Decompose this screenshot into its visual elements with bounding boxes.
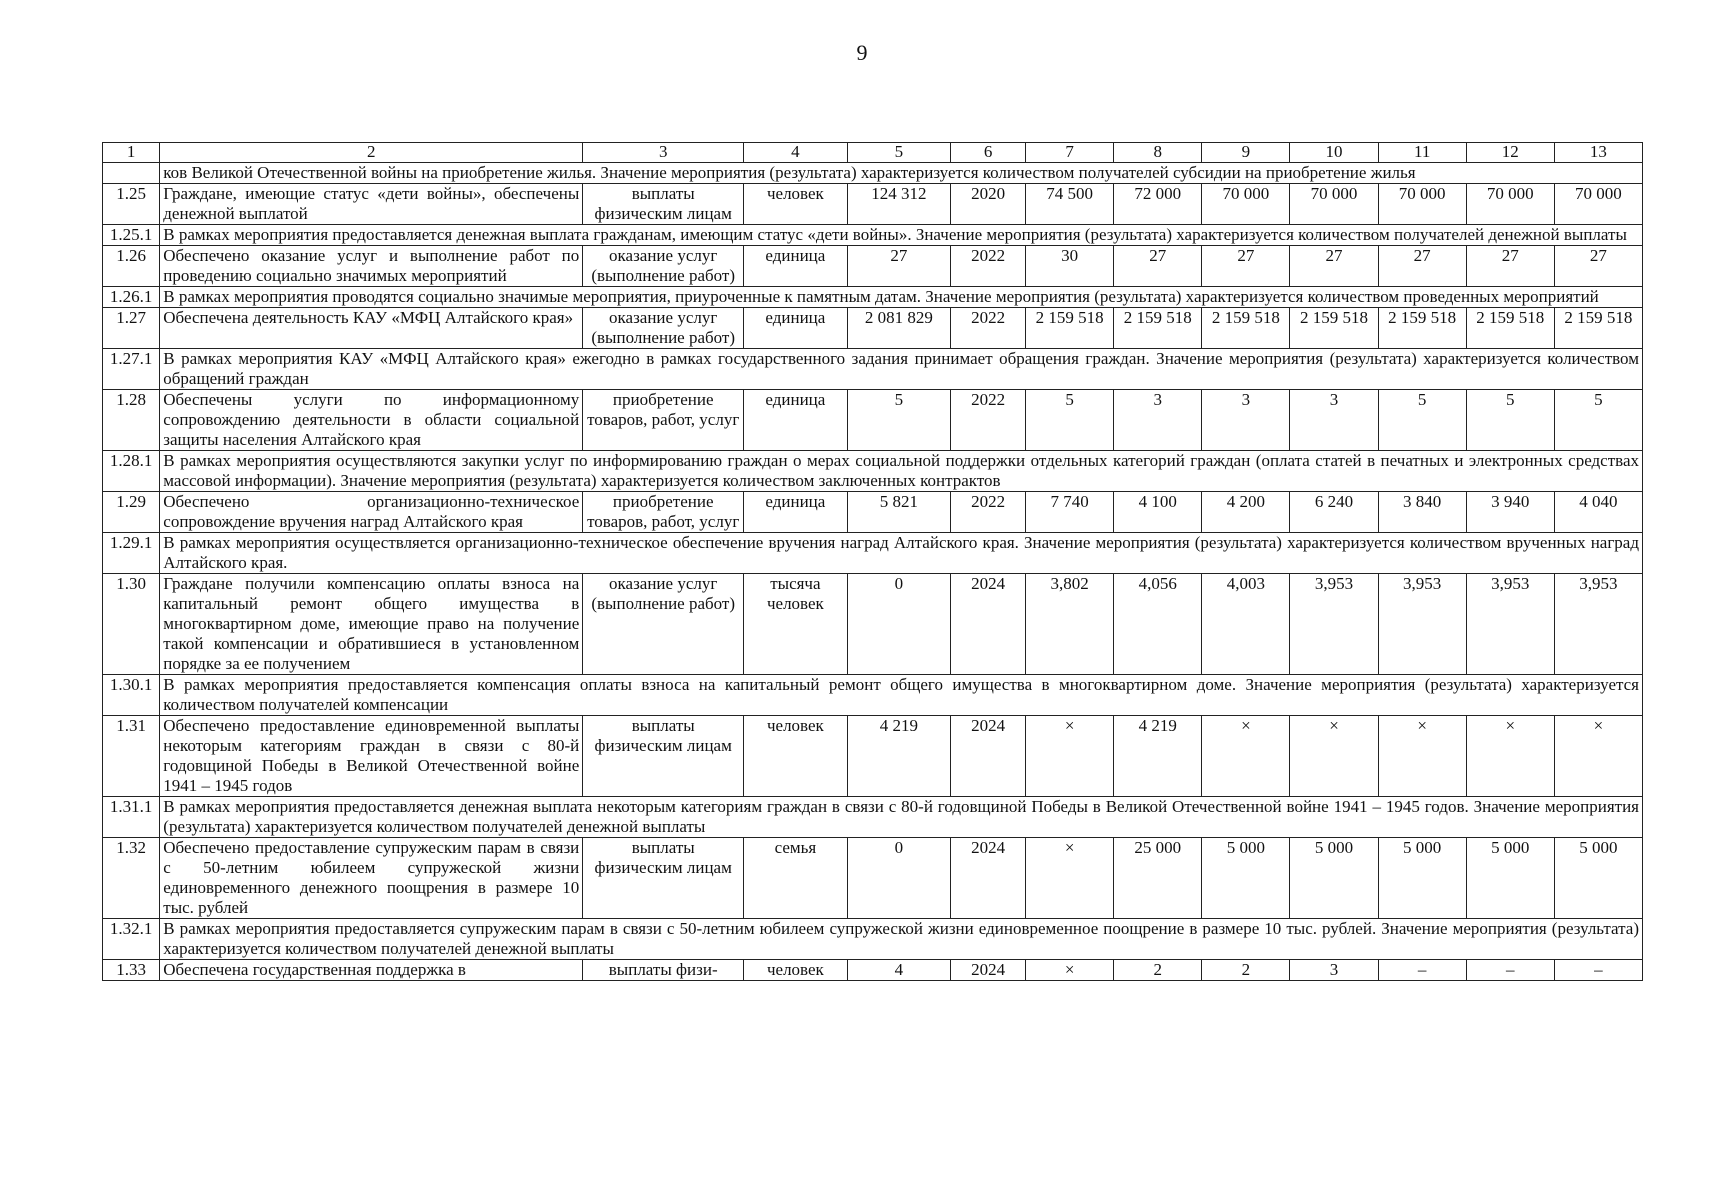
measure-name: Граждане получили компенсацию оплаты взноса на капитальный ремонт общего имущества в многоквартирном доме, имеющие право на получение такой компенсации и обратившиеся в установленном порядке за ее получением bbox=[160, 574, 583, 675]
description-row bbox=[103, 287, 1643, 308]
measure-row bbox=[103, 390, 1643, 451]
column-number-cell: 1 bbox=[103, 143, 160, 163]
year-value: 2 159 518 bbox=[1202, 308, 1290, 349]
year-value: 74 500 bbox=[1026, 184, 1114, 225]
measure-type: выплаты физи- bbox=[583, 960, 744, 981]
column-number-cell: 7 bbox=[1026, 143, 1114, 163]
year-value: 3 bbox=[1114, 390, 1202, 451]
measure-number: 1.25 bbox=[103, 184, 160, 225]
year-value: 2 159 518 bbox=[1378, 308, 1466, 349]
measure-number: 1.28 bbox=[103, 390, 160, 451]
description-text: В рамках мероприятия проводятся социально значимые мероприятия, приуроченные к памятным датам. Значение мероприятия (результата) характеризуется количеством проведенных мероприятий bbox=[160, 287, 1643, 308]
measure-number: 1.27 bbox=[103, 308, 160, 349]
measure-unit: человек bbox=[744, 184, 848, 225]
description-row bbox=[103, 919, 1643, 960]
description-text: В рамках мероприятия предоставляется супружеским парам в связи с 50-летним юбилеем супружеской жизни единовременное поощрение в размере 10 тыс. рублей. Значение мероприятия (результата) характеризуется количеством получателей денежной выплаты bbox=[160, 919, 1643, 960]
year-value: 2 bbox=[1202, 960, 1290, 981]
empty-cell bbox=[103, 163, 160, 184]
year-value: 3 bbox=[1202, 390, 1290, 451]
base-value: 5 821 bbox=[847, 492, 951, 533]
year-value: 5 000 bbox=[1202, 838, 1290, 919]
year-value: 5 000 bbox=[1378, 838, 1466, 919]
measure-type: приобретение товаров, работ, услуг bbox=[583, 390, 744, 451]
table-body bbox=[103, 143, 1643, 981]
description-number: 1.31.1 bbox=[103, 797, 160, 838]
description-text: В рамках мероприятия осуществляется организационно-техническое обеспечение вручения наград Алтайского края. Значение мероприятия (результата) характеризуется количеством врученных наград Алтайского края. bbox=[160, 533, 1643, 574]
measure-type: оказание услуг (выполнение работ) bbox=[583, 246, 744, 287]
measure-name: Обеспечено предоставление супружеским парам в связи с 50-летним юбилеем супружеской жизни единовременного денежного поощрения в размере 10 тыс. рублей bbox=[160, 838, 583, 919]
year-value: 4 219 bbox=[1114, 716, 1202, 797]
year-value: 27 bbox=[1466, 246, 1554, 287]
measure-unit: единица bbox=[744, 492, 848, 533]
year-value: 25 000 bbox=[1114, 838, 1202, 919]
description-number: 1.25.1 bbox=[103, 225, 160, 246]
year-value: × bbox=[1026, 838, 1114, 919]
measure-name: Обеспечено предоставление единовременной выплаты некоторым категориям граждан в связи с 80-й годовщиной Победы в Великой Отечественной войне 1941 – 1945 годов bbox=[160, 716, 583, 797]
year-value: × bbox=[1378, 716, 1466, 797]
base-value: 124 312 bbox=[847, 184, 951, 225]
measure-type: приобретение товаров, работ, услуг bbox=[583, 492, 744, 533]
year-value: 2 159 518 bbox=[1026, 308, 1114, 349]
measure-row bbox=[103, 308, 1643, 349]
measure-number: 1.32 bbox=[103, 838, 160, 919]
year-value: 72 000 bbox=[1114, 184, 1202, 225]
year-value: 27 bbox=[1378, 246, 1466, 287]
measure-row bbox=[103, 960, 1643, 981]
year-value: 2 bbox=[1114, 960, 1202, 981]
base-value: 0 bbox=[847, 838, 951, 919]
year-value: 70 000 bbox=[1466, 184, 1554, 225]
measure-unit: единица bbox=[744, 390, 848, 451]
year-value: 70 000 bbox=[1290, 184, 1378, 225]
description-number: 1.27.1 bbox=[103, 349, 160, 390]
year-value: 3,953 bbox=[1290, 574, 1378, 675]
year-value: 5 bbox=[1026, 390, 1114, 451]
year-value: – bbox=[1554, 960, 1642, 981]
description-number: 1.29.1 bbox=[103, 533, 160, 574]
description-number: 1.28.1 bbox=[103, 451, 160, 492]
year-value: 4,056 bbox=[1114, 574, 1202, 675]
column-number-cell: 4 bbox=[744, 143, 848, 163]
measure-unit: семья bbox=[744, 838, 848, 919]
description-text: В рамках мероприятия предоставляется денежная выплата некоторым категориям граждан в связи с 80-й годовщиной Победы в Великой Отечественной войне 1941 – 1945 годов. Значение мероприятия (результата) характеризуется количеством получателей денежной выплаты bbox=[160, 797, 1643, 838]
year-value: 3,802 bbox=[1026, 574, 1114, 675]
base-year: 2024 bbox=[951, 716, 1026, 797]
page-number: 9 bbox=[856, 40, 868, 65]
measure-unit: единица bbox=[744, 246, 848, 287]
description-row bbox=[103, 451, 1643, 492]
measure-type: оказание услуг (выполнение работ) bbox=[583, 308, 744, 349]
year-value: 3,953 bbox=[1554, 574, 1642, 675]
year-value: 2 159 518 bbox=[1114, 308, 1202, 349]
measure-row bbox=[103, 574, 1643, 675]
description-row bbox=[103, 797, 1643, 838]
measure-name: Обеспечены услуги по информационному сопровождению деятельности в области социальной защиты населения Алтайского края bbox=[160, 390, 583, 451]
description-number: 1.32.1 bbox=[103, 919, 160, 960]
measure-row bbox=[103, 716, 1643, 797]
year-value: 3,953 bbox=[1378, 574, 1466, 675]
column-number-cell: 9 bbox=[1202, 143, 1290, 163]
base-year: 2022 bbox=[951, 390, 1026, 451]
description-row bbox=[103, 349, 1643, 390]
description-text: В рамках мероприятия КАУ «МФЦ Алтайского края» ежегодно в рамках государственного задания принимает обращения граждан. Значение мероприятия (результата) характеризуется количеством обращений граждан bbox=[160, 349, 1643, 390]
base-value: 27 bbox=[847, 246, 951, 287]
year-value: × bbox=[1202, 716, 1290, 797]
year-value: 5 000 bbox=[1290, 838, 1378, 919]
year-value: 2 159 518 bbox=[1466, 308, 1554, 349]
year-value: × bbox=[1026, 716, 1114, 797]
year-value: 2 159 518 bbox=[1290, 308, 1378, 349]
header-row bbox=[103, 143, 1643, 163]
year-value: – bbox=[1378, 960, 1466, 981]
year-value: 7 740 bbox=[1026, 492, 1114, 533]
year-value: 5 bbox=[1466, 390, 1554, 451]
year-value: 3 bbox=[1290, 390, 1378, 451]
column-number-cell: 2 bbox=[160, 143, 583, 163]
year-value: × bbox=[1290, 716, 1378, 797]
base-value: 0 bbox=[847, 574, 951, 675]
measure-number: 1.33 bbox=[103, 960, 160, 981]
description-text: В рамках мероприятия осуществляются закупки услуг по информированию граждан о мерах социальной поддержки отдельных категорий граждан (оплата статей в печатных и электронных средствах массовой информации). Значение мероприятия (результата) характеризуется количеством заключенных контрактов bbox=[160, 451, 1643, 492]
measure-type: выплаты физическим лицам bbox=[583, 838, 744, 919]
year-value: 4 040 bbox=[1554, 492, 1642, 533]
year-value: 4 100 bbox=[1114, 492, 1202, 533]
description-row bbox=[103, 533, 1643, 574]
description-number: 1.30.1 bbox=[103, 675, 160, 716]
measure-number: 1.30 bbox=[103, 574, 160, 675]
column-number-cell: 8 bbox=[1114, 143, 1202, 163]
description-number: 1.26.1 bbox=[103, 287, 160, 308]
base-value: 4 bbox=[847, 960, 951, 981]
description-text: В рамках мероприятия предоставляется компенсация оплаты взноса на капитальный ремонт общего имущества в многоквартирном доме. Значение мероприятия (результата) характеризуется количеством получателей компенсации bbox=[160, 675, 1643, 716]
year-value: 5 bbox=[1554, 390, 1642, 451]
year-value: 3 940 bbox=[1466, 492, 1554, 533]
base-year: 2022 bbox=[951, 308, 1026, 349]
base-year: 2024 bbox=[951, 960, 1026, 981]
year-value: 27 bbox=[1290, 246, 1378, 287]
year-value: 70 000 bbox=[1378, 184, 1466, 225]
base-year: 2022 bbox=[951, 492, 1026, 533]
measure-unit: тысяча человек bbox=[744, 574, 848, 675]
year-value: 3 bbox=[1290, 960, 1378, 981]
description-row bbox=[103, 225, 1643, 246]
measure-unit: единица bbox=[744, 308, 848, 349]
column-number-cell: 5 bbox=[847, 143, 951, 163]
measure-unit: человек bbox=[744, 960, 848, 981]
measure-name: Граждане, имеющие статус «дети войны», обеспечены денежной выплатой bbox=[160, 184, 583, 225]
year-value: 70 000 bbox=[1554, 184, 1642, 225]
column-number-cell: 3 bbox=[583, 143, 744, 163]
year-value: 4 200 bbox=[1202, 492, 1290, 533]
year-value: 4,003 bbox=[1202, 574, 1290, 675]
measures-table bbox=[102, 142, 1643, 981]
measure-unit: человек bbox=[744, 716, 848, 797]
year-value: 2 159 518 bbox=[1554, 308, 1642, 349]
year-value: 27 bbox=[1554, 246, 1642, 287]
year-value: 27 bbox=[1202, 246, 1290, 287]
year-value: 30 bbox=[1026, 246, 1114, 287]
measure-row bbox=[103, 246, 1643, 287]
measure-row bbox=[103, 184, 1643, 225]
measure-row bbox=[103, 838, 1643, 919]
measure-type: выплаты физическим лицам bbox=[583, 184, 744, 225]
base-year: 2022 bbox=[951, 246, 1026, 287]
measure-type: выплаты физическим лицам bbox=[583, 716, 744, 797]
measure-type: оказание услуг (выполнение работ) bbox=[583, 574, 744, 675]
year-value: 3 840 bbox=[1378, 492, 1466, 533]
year-value: 70 000 bbox=[1202, 184, 1290, 225]
year-value: × bbox=[1466, 716, 1554, 797]
measure-name: Обеспечена государственная поддержка в bbox=[160, 960, 583, 981]
column-number-cell: 10 bbox=[1290, 143, 1378, 163]
base-value: 2 081 829 bbox=[847, 308, 951, 349]
description-text: В рамках мероприятия предоставляется денежная выплата гражданам, имеющим статус «дети войны». Значение мероприятия (результата) характеризуется количеством получателей денежной выплаты bbox=[160, 225, 1643, 246]
year-value: – bbox=[1466, 960, 1554, 981]
measure-name: Обеспечено оказание услуг и выполнение работ по проведению социально значимых мероприятий bbox=[160, 246, 583, 287]
year-value: 5 000 bbox=[1554, 838, 1642, 919]
base-year: 2024 bbox=[951, 574, 1026, 675]
continuation-text: ков Великой Отечественной войны на приобретение жилья. Значение мероприятия (результата) характеризуется количеством получателей субсидии на приобретение жилья bbox=[160, 163, 1643, 184]
continuation-row bbox=[103, 163, 1643, 184]
base-year: 2020 bbox=[951, 184, 1026, 225]
measure-row bbox=[103, 492, 1643, 533]
year-value: 3,953 bbox=[1466, 574, 1554, 675]
measure-name: Обеспечена деятельность КАУ «МФЦ Алтайского края» bbox=[160, 308, 583, 349]
year-value: × bbox=[1554, 716, 1642, 797]
measure-name: Обеспечено организационно-техническое сопровождение вручения наград Алтайского края bbox=[160, 492, 583, 533]
year-value: 6 240 bbox=[1290, 492, 1378, 533]
measure-number: 1.26 bbox=[103, 246, 160, 287]
year-value: 5 bbox=[1378, 390, 1466, 451]
year-value: 5 000 bbox=[1466, 838, 1554, 919]
year-value: 27 bbox=[1114, 246, 1202, 287]
column-number-cell: 12 bbox=[1466, 143, 1554, 163]
measure-number: 1.29 bbox=[103, 492, 160, 533]
column-number-cell: 6 bbox=[951, 143, 1026, 163]
description-row bbox=[103, 675, 1643, 716]
base-value: 4 219 bbox=[847, 716, 951, 797]
column-number-cell: 13 bbox=[1554, 143, 1642, 163]
column-number-cell: 11 bbox=[1378, 143, 1466, 163]
base-year: 2024 bbox=[951, 838, 1026, 919]
measure-number: 1.31 bbox=[103, 716, 160, 797]
year-value: × bbox=[1026, 960, 1114, 981]
base-value: 5 bbox=[847, 390, 951, 451]
